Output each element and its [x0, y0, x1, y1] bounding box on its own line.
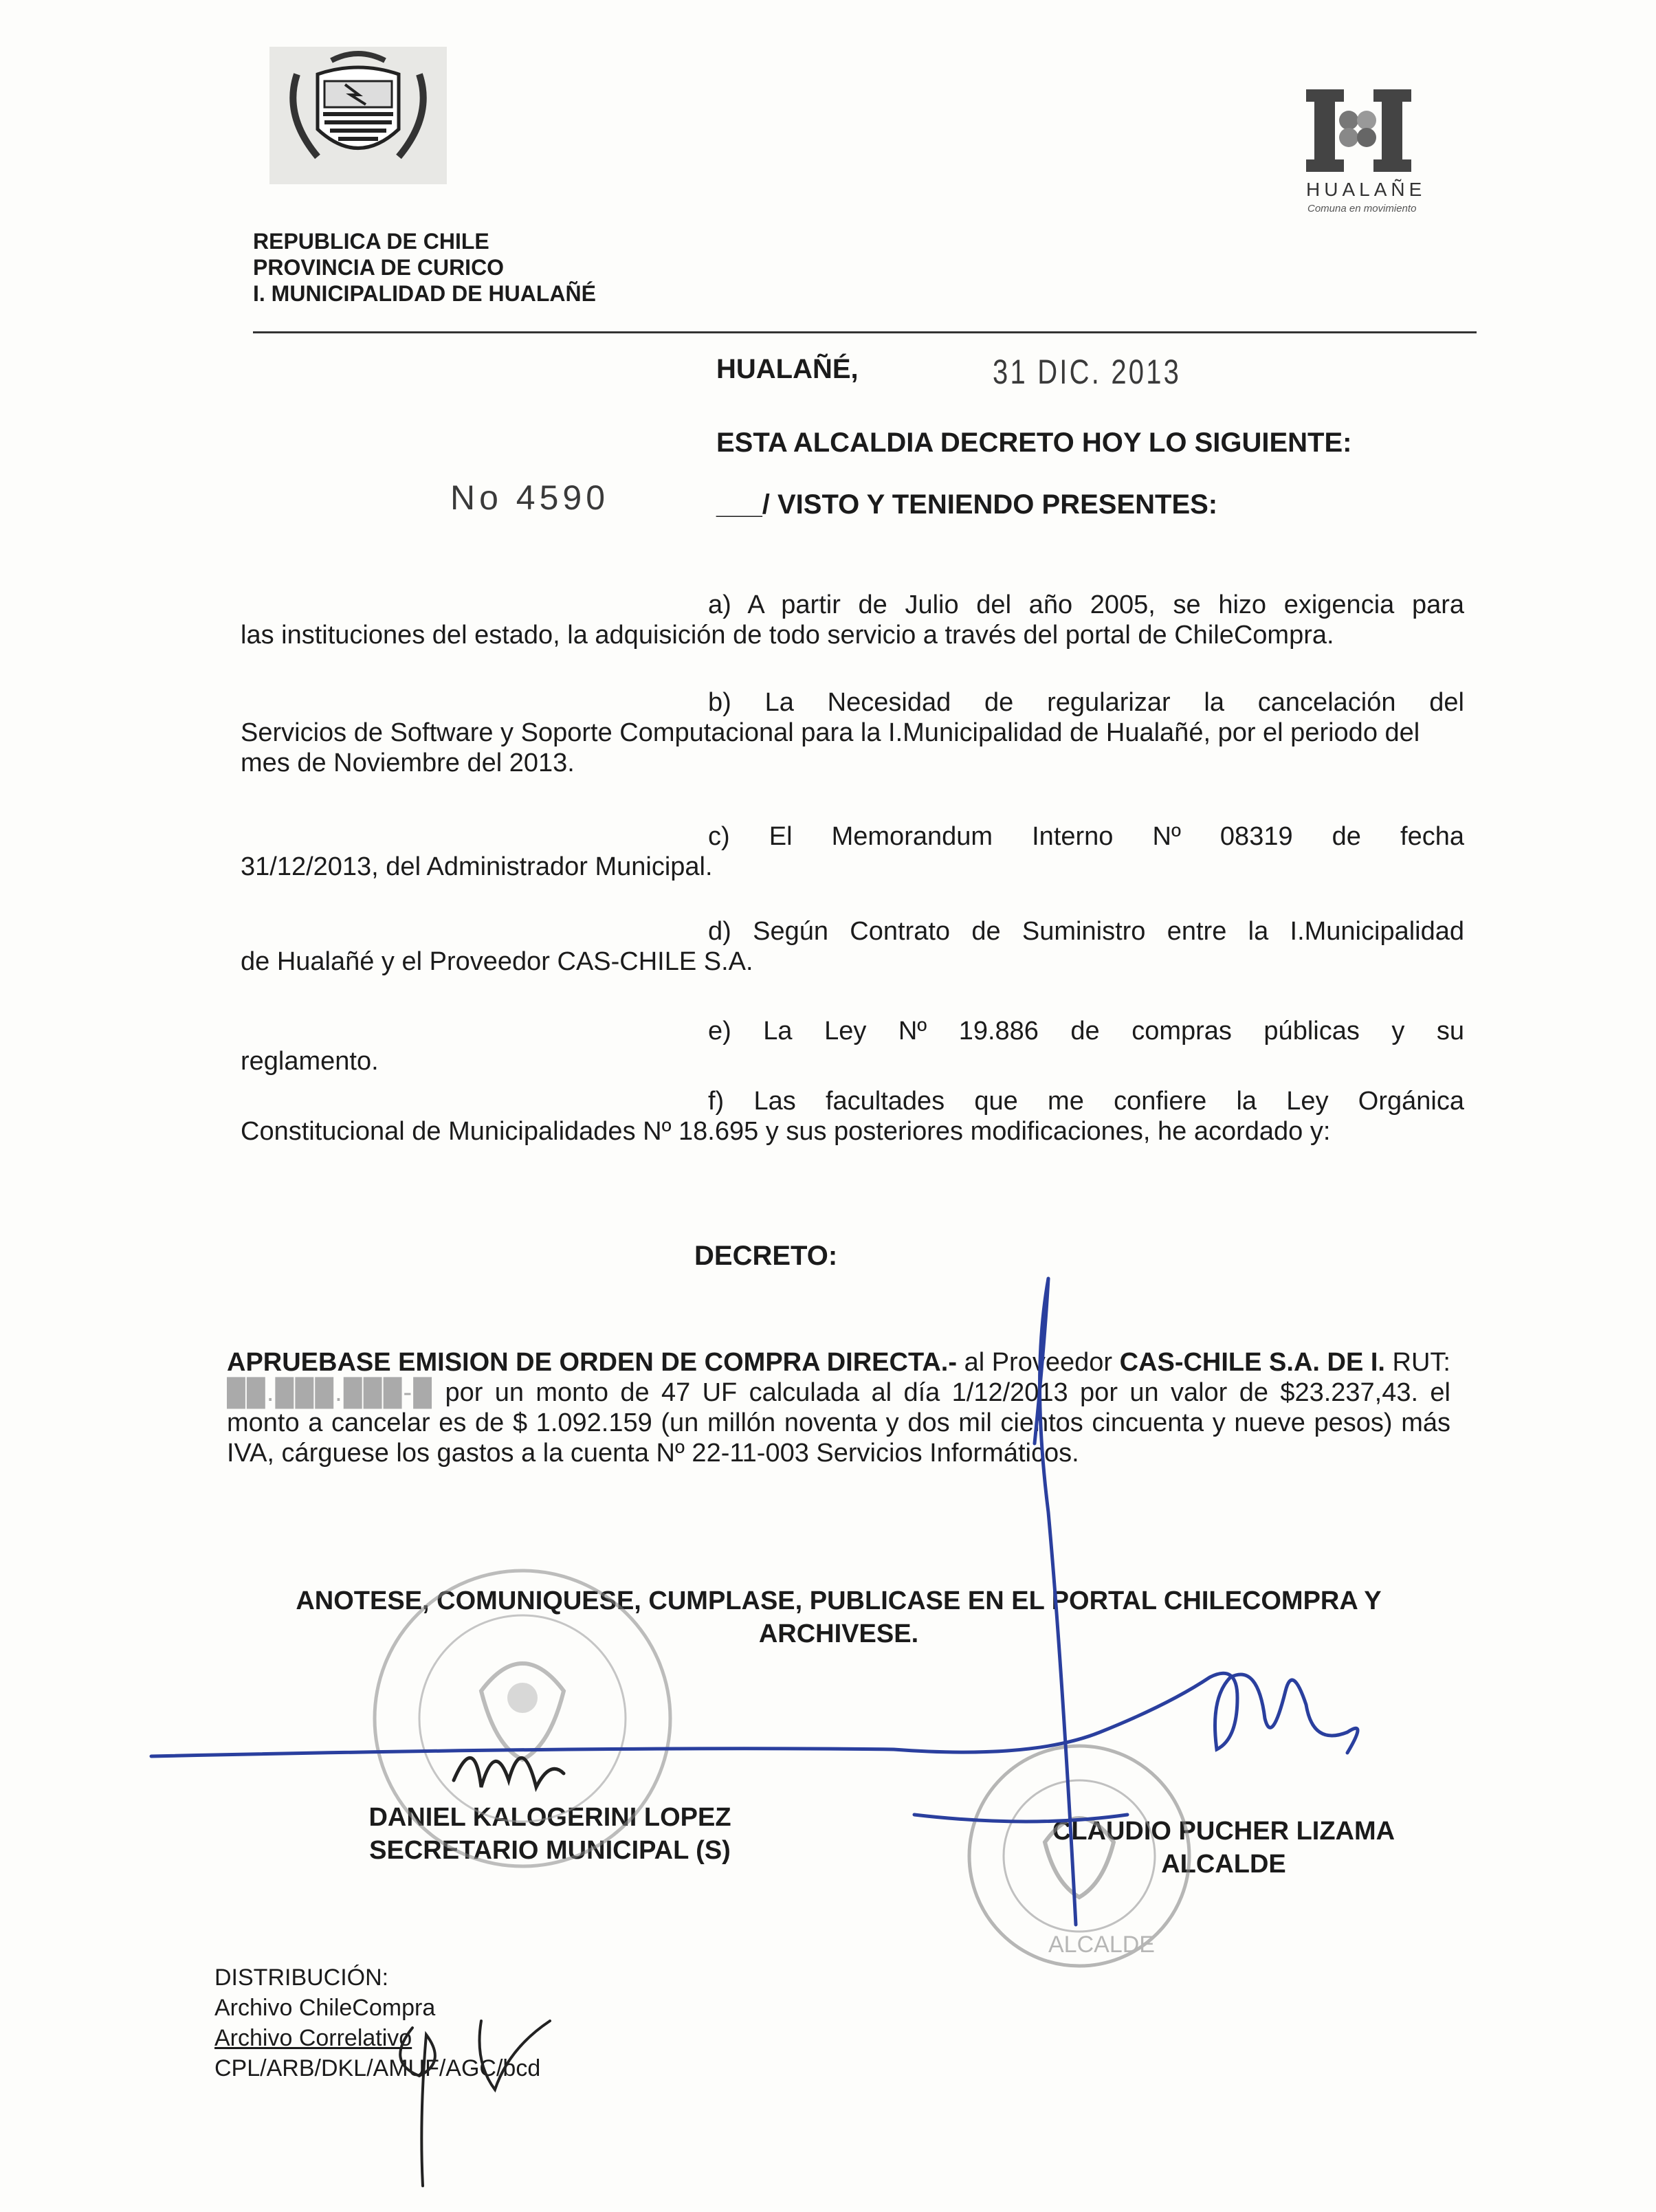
- decree-text: al Proveedor: [957, 1348, 1120, 1377]
- header-line: PROVINCIA DE CURICO: [253, 255, 505, 280]
- closing-line: ARCHIVESE.: [758, 1619, 919, 1648]
- signatory-role: SECRETARIO MUNICIPAL (S): [369, 1836, 731, 1865]
- signatory-secretary: [275, 1801, 825, 1867]
- seal-role-text: ALCALDE: [1048, 1932, 1155, 1958]
- hualane-logo: [1299, 82, 1457, 220]
- consideration-item: [241, 1086, 1464, 1147]
- crest-emblem-icon: [269, 47, 447, 184]
- decreto-heading: DECRETO:: [694, 1241, 838, 1271]
- decree-number-stamp: No 4590: [450, 478, 610, 517]
- visto-heading: ___/ VISTO Y TENIENDO PRESENTES:: [716, 489, 1218, 520]
- secretary-handwritten-signature: [454, 1758, 564, 1787]
- decree-approval: APRUEBASE EMISION DE ORDEN DE COMPRA DIRECTA.-: [227, 1348, 957, 1377]
- consideration-first-line: b) La Necesidad de regularizar la cancelación del: [708, 688, 1464, 717]
- consideration-rest: de Hualañé y el Proveedor CAS-CHILE S.A.: [241, 947, 753, 976]
- date-stamp: 31 DIC. 2013: [993, 353, 1182, 391]
- consideration-item: [241, 821, 1464, 882]
- intro-line: ESTA ALCALDIA DECRETO HOY LO SIGUIENTE:: [716, 428, 1352, 458]
- distribution-item: CPL/ARB/DKL/AMUF/AGC/bcd: [214, 2055, 541, 2081]
- signatory-name: DANIEL KALOGERINI LOPEZ: [368, 1803, 731, 1832]
- consideration-item: [241, 687, 1464, 778]
- consideration-item: [241, 916, 1464, 977]
- distribution-item: Archivo Correlativo: [214, 2025, 412, 2051]
- consideration-first-line: c) El Memorandum Interno Nº 08319 de fecha: [708, 822, 1464, 851]
- consideration-rest: Constitucional de Municipalidades Nº 18.695 y sus posteriores modificaciones, he acordado y:: [241, 1117, 1331, 1146]
- consideration-rest: 31/12/2013, del Administrador Municipal.: [241, 852, 713, 881]
- consideration-rest: Servicios de Software y Soporte Computacional para la I.Municipalidad de Hualañé, por el periodo del mes de Noviembre del 2013.: [241, 718, 1420, 777]
- closing-statement: [227, 1584, 1450, 1650]
- decree-company: CAS-CHILE S.A. DE I.: [1119, 1348, 1385, 1377]
- signatory-role: ALCALDE: [1161, 1850, 1286, 1879]
- municipal-crest: [269, 47, 447, 184]
- logo-tagline: Comuna en movimiento: [1307, 203, 1417, 214]
- header-line: I. MUNICIPALIDAD DE HUALAÑÉ: [253, 281, 596, 306]
- distribution-title: DISTRIBUCIÓN:: [214, 1965, 389, 1991]
- distribution-list: [214, 1962, 540, 2083]
- place-label: HUALAÑÉ,: [716, 354, 859, 384]
- decree-text: RUT:: [1384, 1348, 1450, 1377]
- consideration-item: [241, 590, 1464, 650]
- consideration-first-line: d) Según Contrato de Suministro entre la I.Municipalidad: [708, 917, 1464, 946]
- header-line: REPUBLICA DE CHILE: [253, 229, 489, 254]
- distribution-item: Archivo ChileCompra: [214, 1995, 436, 2021]
- closing-line: ANOTESE, COMUNIQUESE, CUMPLASE, PUBLICASE EN EL PORTAL CHILECOMPRA Y: [296, 1586, 1382, 1615]
- consideration-rest: reglamento.: [241, 1047, 379, 1076]
- signatory-mayor: [949, 1815, 1499, 1881]
- consideration-first-line: a) A partir de Julio del año 2005, se hizo exigencia para: [708, 590, 1464, 619]
- consideration-first-line: e) La Ley Nº 19.886 de compras públicas y su: [708, 1017, 1464, 1046]
- consideration-item: [241, 1016, 1464, 1076]
- header-divider: [253, 331, 1477, 333]
- signatory-name: CLAUDIO PUCHER LIZAMA: [1052, 1817, 1395, 1846]
- decree-text: por un monto de 47 UF calculada al día 1/12/2013 por un valor de $23.237,43. el monto a cancelar es de $ 1.092.159 (un millón noventa y dos mil cientos cincuenta y nueve pesos) más IVA, cárguese los gastos a la cuenta Nº 22-11-003 Servicios Informáticos.: [227, 1378, 1450, 1468]
- decree-body: [227, 1347, 1450, 1468]
- issuer-header: [253, 228, 596, 307]
- logo-brand: HUALAÑE: [1306, 179, 1426, 200]
- rut-redacted: ██.███.███-█: [227, 1378, 434, 1407]
- consideration-rest: las instituciones del estado, la adquisición de todo servicio a través del portal de ChileCompra.: [241, 621, 1334, 650]
- consideration-first-line: f) Las facultades que me confiere la Ley Orgánica: [708, 1087, 1464, 1116]
